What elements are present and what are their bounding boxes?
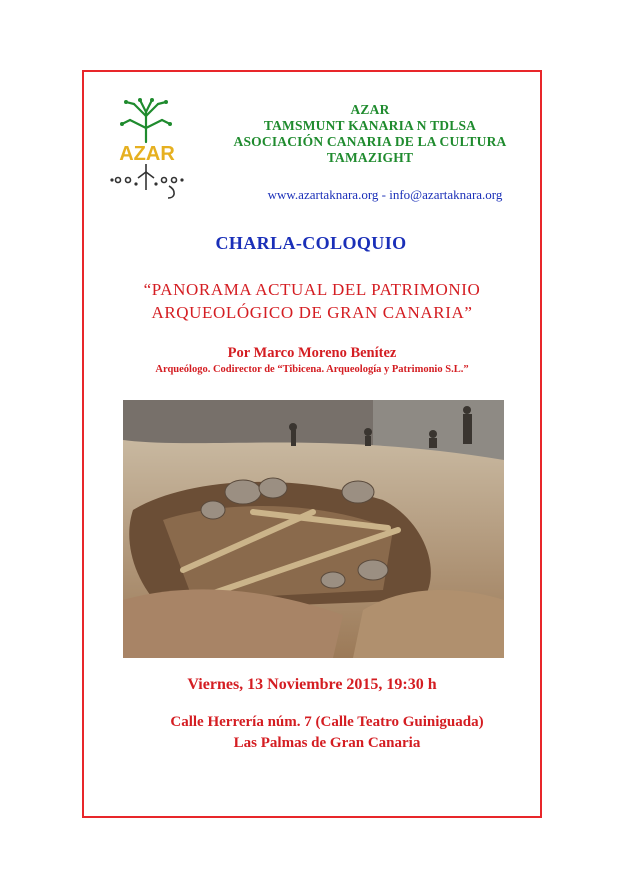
address-line: Las Palmas de Gran Canaria <box>233 735 421 751</box>
organization-name <box>200 102 540 166</box>
event-title <box>82 278 542 324</box>
org-line: ASOCIACIÓN CANARIA DE LA CULTURA <box>233 134 507 149</box>
org-line: AZAR <box>350 102 390 117</box>
speaker-name: Por Marco Moreno Benítez <box>227 345 397 361</box>
event-address <box>82 712 542 754</box>
azar-logo <box>106 94 188 206</box>
title-line: “PANORAMA ACTUAL DEL PATRIMONIO <box>143 280 481 299</box>
event-type: CHARLA-COLOQUIO <box>215 233 407 253</box>
logo-text: AZAR <box>119 143 175 165</box>
event-date: Viernes, 13 Noviembre 2015, 19:30 h <box>187 676 437 693</box>
contact-line[interactable]: www.azartaknara.org - info@azartaknara.org <box>267 187 503 202</box>
excavation-photo <box>123 400 504 658</box>
org-line: TAMAZIGHT <box>326 150 414 165</box>
org-line: TAMSMUNT KANARIA N TDLSA <box>263 118 477 133</box>
address-line: Calle Herrería núm. 7 (Calle Teatro Guiniguada) <box>170 714 484 730</box>
title-line: ARQUEOLÓGICO DE GRAN CANARIA” <box>151 303 473 322</box>
speaker-role: Arqueólogo. Codirector de “Tibicena. Arqueología y Patrimonio S.L.” <box>155 364 469 375</box>
